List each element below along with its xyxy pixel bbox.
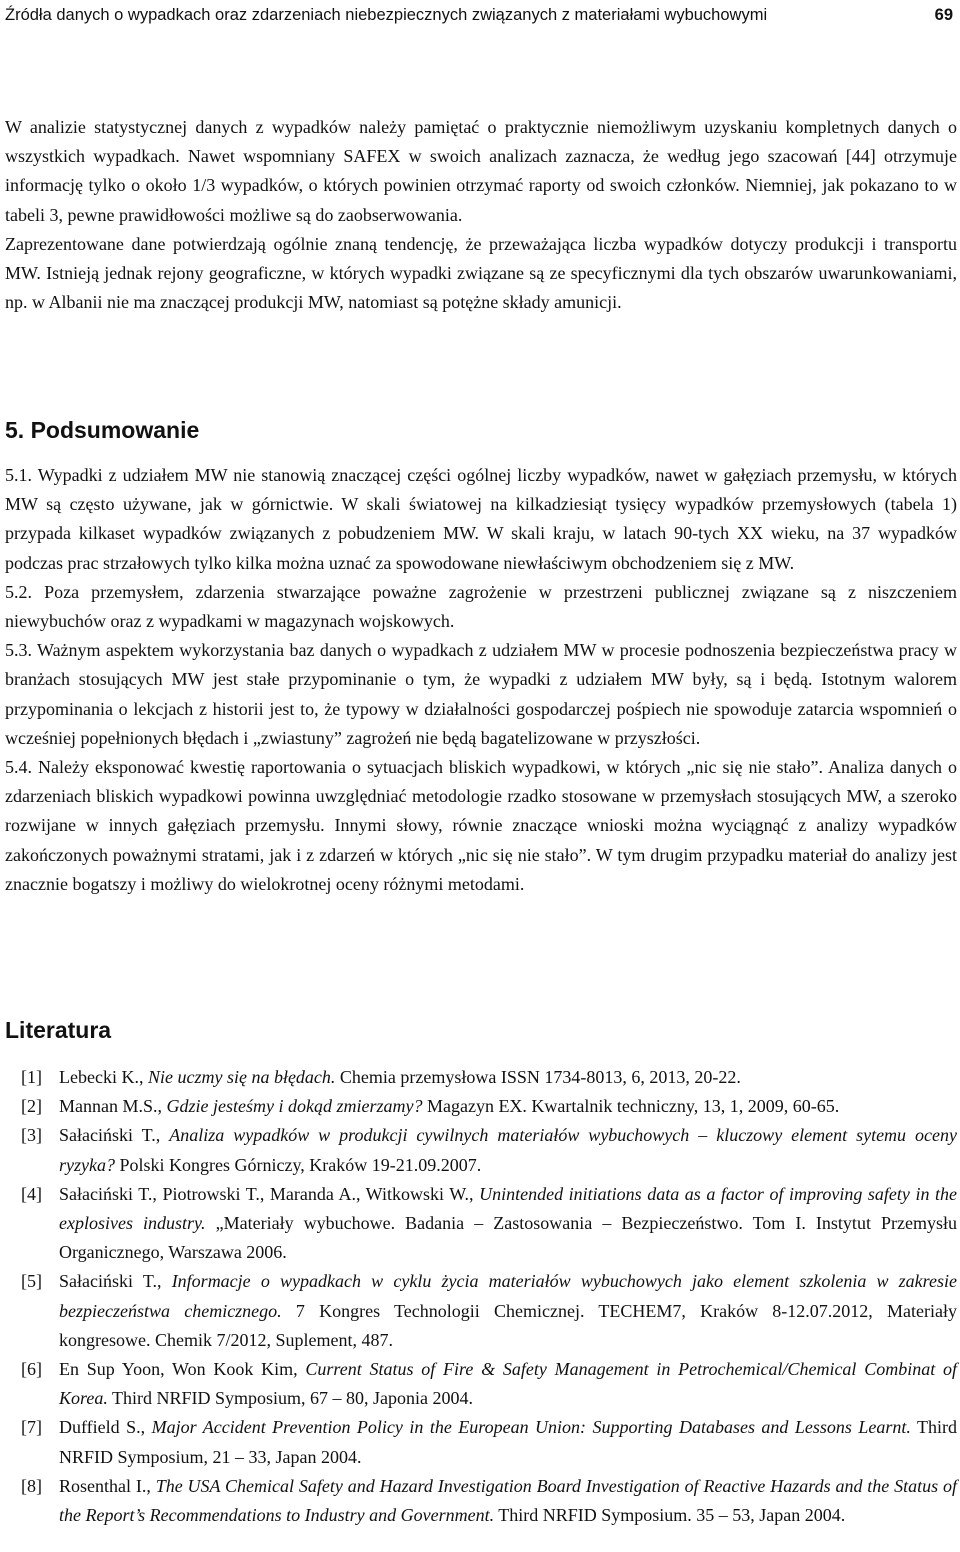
reference-source: „Materiały wybuchowe. Badania – Zastosowania – Bezpieczeństwo. Tom I. Instytut Przemysłu Organicznego, Warszawa 2006. (59, 1213, 957, 1263)
summary-paragraph-5-3: 5.3. Ważnym aspektem wykorzystania baz danych o wypadkach z udziałem MW w procesie podnoszenia bezpieczeństwa pracy w branżach stosujących MW jest stałe przypominanie o tym, że wypadki z udziałem MW były, są i będą. Istotnym walorem przypominania o lekcjach z historii jest to, że typowy w działalności gospodarczej pośpiech nie spowoduje zatarcia wspomnień o wcześniej popełnionych błędach i „zwiastuny” zagrożeń nie będą bagatelizowane w przyszłości. (5, 640, 957, 748)
reference-title: Informacje o wypadkach w cyklu życia materiałów wybuchowych jako element szkolenia w zakresie bezpieczeństwa chemicznego. (59, 1271, 957, 1321)
reference-item (5, 1413, 957, 1471)
reference-authors: Sałaciński T., Piotrowski T., Maranda A., Witkowski W., (59, 1183, 480, 1204)
reference-source: 7 Kongres Technologii Chemicznej. TECHEM7, Kraków 8-12.07.2012, Materiały kongresowe. Chemik 7/2012, Suplement, 487. (59, 1300, 957, 1350)
reference-number: [2] (21, 1096, 42, 1117)
reference-authors: Mannan M.S., (59, 1096, 167, 1117)
reference-source: Chemia przemysłowa ISSN 1734-8013, 6, 2013, 20-22. (335, 1067, 741, 1087)
reference-item (5, 1063, 957, 1092)
reference-authors: Duffield S., (59, 1417, 152, 1438)
reference-authors: Sałaciński T., (59, 1271, 172, 1292)
summary-paragraph-5-4: 5.4. Należy eksponować kwestię raportowania o sytuacjach bliskich wypadkowi, w których „nic się nie stało”. Analiza danych o zdarzeniach bliskich wypadkowi powinna uwzględniać metodologie rzadko stosowane w przemysłach stosujących MW, a szeroko rozwijane w innych gałęziach przemysłu. Innymi słowy, równie znaczące wnioski można wyciągnąć z analizy wypadków zakończonych poważnymi stratami, jak i z zdarzeń w których „nic się nie stało”. W tym drugim przypadku materiał do analizy jest znacznie bogatszy i możliwy do wielokrotnej oceny różnymi metodami. (5, 757, 957, 894)
summary-section (5, 461, 957, 899)
reference-title: Unintended initiations data as a factor of improving safety in the explosives industry. (59, 1183, 957, 1234)
reference-item (5, 1121, 957, 1179)
reference-title: Analiza wypadków w produkcji cywilnych materiałów wybuchowych – kluczowy element sytemu oceny ryzyka? (59, 1125, 957, 1175)
reference-number: [8] (21, 1475, 42, 1496)
reference-authors: Sałaciński T., (59, 1125, 170, 1146)
reference-item (5, 1180, 957, 1268)
intro-paragraph-1: W analizie statystycznej danych z wypadków należy pamiętać o praktycznie niemożliwym uzyskaniu kompletnych danych o wszystkich wypadkach. Nawet wspomniany SAFEX w swoich analizach zaznacza, że według jego szacowań [44] otrzymuje informację tylko o około 1/3 wypadków, o których powinien otrzymać raporty od swoich członków. Niemniej, jak pokazano to w tabeli 3, pewne prawidłowości możliwe są do zaobserwowania. (5, 117, 957, 225)
reference-source: Third NRFID Symposium, 21 – 33, Japan 2004. (59, 1417, 958, 1467)
reference-number: [4] (21, 1183, 42, 1204)
reference-item (5, 1355, 957, 1413)
reference-authors: Lebecki K., (59, 1067, 148, 1087)
running-header-title: Źródła danych o wypadkach oraz zdarzeniach niebezpiecznych związanych z materiałami wybuchowymi (5, 6, 768, 24)
page-number: 69 (934, 6, 953, 24)
reference-title: Major Accident Prevention Policy in the European Union: Supporting Databases and Lessons Learnt. (151, 1417, 911, 1438)
reference-list (5, 1063, 957, 1530)
summary-paragraph-5-1: 5.1. Wypadki z udziałem MW nie stanowią znaczącej części ogólnej liczby wypadków, nawet w gałęziach przemysłu, w których MW są często używane, jak w górnictwie. W skali światowej na kilkadziesiąt tysięcy wypadków przemysłowych (tabela 1) przypada kilkaset wypadków związanych z pobudzeniem MW. W skali kraju, w latach 90-tych XX wieku, na 37 wypadków podczas prac strzałowych tylko kilka można uznać za spowodowane niewłaściwym obchodzeniem się z MW. (5, 465, 957, 573)
summary-paragraph-5-2: 5.2. Poza przemysłem, zdarzenia stwarzające poważne zagrożenie w przestrzeni publicznej związane są z niszczeniem niewybuchów oraz z wypadkami w magazynach wojskowych. (5, 581, 957, 632)
reference-source: Polski Kongres Górniczy, Kraków 19-21.09.2007. (114, 1154, 482, 1175)
reference-source: Magazyn EX. Kwartalnik techniczny, 13, 1, 2009, 60-65. (422, 1096, 840, 1117)
reference-item (5, 1092, 957, 1121)
section-heading-literature: Literatura (5, 1017, 112, 1043)
reference-number: [3] (21, 1125, 42, 1146)
reference-authors: Rosenthal I., (59, 1475, 156, 1496)
reference-authors: En Sup Yoon, Won Kook Kim, (59, 1359, 306, 1380)
reference-item (5, 1472, 957, 1530)
reference-title: Nie uczmy się na błędach. (147, 1067, 336, 1087)
reference-source: Third NRFID Symposium, 67 – 80, Japonia 2004. (107, 1388, 474, 1409)
reference-title: The USA Chemical Safety and Hazard Investigation Board Investigation of Reactive Hazards and the Status of the Report’s Recommendations to Industry and Government. (59, 1475, 957, 1526)
intro-section (5, 113, 957, 317)
intro-paragraph-2: Zaprezentowane dane potwierdzają ogólnie znaną tendencję, że przeważająca liczba wypadków dotyczy produkcji i transportu MW. Istnieją jednak rejony geograficzne, w których wypadki związane są ze specyficznymi dla tych obszarów uwarunkowaniami, np. w Albanii nie ma znaczącej produkcji MW, natomiast są potężne składy amunicji. (5, 233, 957, 313)
section-heading-summary: 5. Podsumowanie (5, 417, 200, 443)
reference-source: Third NRFID Symposium. 35 – 53, Japan 2004. (494, 1505, 846, 1526)
reference-title: Current Status of Fire & Safety Management in Petrochemical/Chemical Combinat of Korea. (59, 1359, 957, 1409)
reference-number: [5] (21, 1271, 42, 1292)
reference-title: Gdzie jesteśmy i dokąd zmierzamy? (166, 1096, 423, 1117)
reference-number: [6] (21, 1359, 42, 1380)
reference-item (5, 1267, 957, 1355)
reference-number: [1] (21, 1067, 42, 1087)
reference-number: [7] (21, 1417, 42, 1438)
